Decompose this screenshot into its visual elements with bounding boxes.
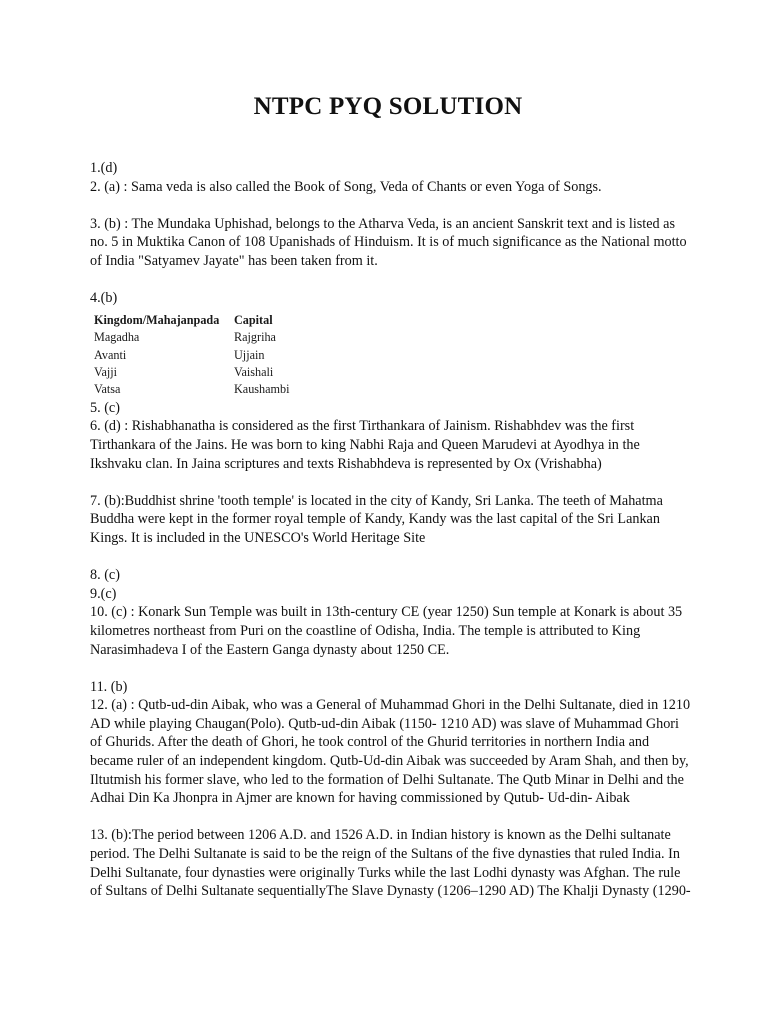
table-cell-kingdom: Avanti <box>94 347 127 362</box>
text-line: Narasimhadeva I of the Eastern Ganga dynasty about 1250 CE. <box>90 641 450 658</box>
table-row <box>94 347 676 364</box>
paragraph-gap <box>90 271 676 290</box>
text-line: Iltutmish his former slave, who led to the formation of Delhi Sultanate. The Qutb Minar in Delhi and the <box>90 771 684 788</box>
table-header-row <box>94 312 676 329</box>
text-line: of Ghurids. After the death of Ghori, he took control of the Ghurid territories in northern India and <box>90 734 650 751</box>
text-line: Delhi Sultanate, four dynasties were originally Turks while the last Lodhi dynasty was Afghan. The rule <box>90 864 681 881</box>
text-line: 8. (c) <box>90 567 120 584</box>
text-line: of Sultans of Delhi Sultanate sequentiallyThe Slave Dynasty (1206–1290 AD) The Khalji Dynasty (1290- <box>90 883 691 900</box>
text-line: no. 5 in Muktika Canon of 108 Upanishads of Hinduism. It is of much significance as the National motto <box>90 234 687 251</box>
table-cell-kingdom: Vajji <box>94 364 118 379</box>
text-block-answers <box>90 399 691 901</box>
text-line: Ikshvaku clan. In Jaina scriptures and texts Rishabhdeva is represented by Ox (Vrishabha) <box>90 455 602 472</box>
table-cell-kingdom: Magadha <box>94 330 140 345</box>
text-block-intro <box>90 159 687 308</box>
text-line: 2. (a) : Sama veda is also called the Book of Song, Veda of Chants or even Yoga of Songs. <box>90 178 602 195</box>
page-title: NTPC PYQ SOLUTION <box>253 93 523 120</box>
table-cell-capital: Kaushambi <box>234 382 290 397</box>
table-header-capital: Capital <box>234 312 273 327</box>
text-line: Kings. It is included in the UNESCO's World Heritage Site <box>90 529 426 546</box>
paragraph-gap <box>90 196 676 215</box>
paragraph-gap <box>90 659 676 678</box>
text-line: of India "Satyamev Jayate" has been taken from it. <box>90 252 378 269</box>
table-row <box>94 329 676 346</box>
paragraph-gap <box>90 808 676 827</box>
text-line: 13. (b):The period between 1206 A.D. and 1526 A.D. in Indian history is known as the Delhi sultanate <box>90 827 671 844</box>
table-cell-capital: Vaishali <box>234 364 274 379</box>
table-cell-kingdom: Vatsa <box>94 382 121 397</box>
table-row <box>94 364 676 381</box>
paragraph-gap <box>90 548 676 567</box>
text-line: 1.(d) <box>90 160 118 176</box>
table-header-kingdom: Kingdom/Mahajanpada <box>94 312 220 327</box>
text-line: 10. (c) : Konark Sun Temple was built in 13th-century CE (year 1250) Sun temple at Konark is about 35 <box>90 604 683 621</box>
text-line: 7. (b):Buddhist shrine 'tooth temple' is located in the city of Kandy, Sri Lanka. The teeth of Mahatma <box>90 492 663 509</box>
text-line: 5. (c) <box>90 399 120 416</box>
kingdom-capital-table <box>94 312 676 399</box>
text-line: 4.(b) <box>90 290 118 307</box>
paragraph-gap <box>90 473 676 492</box>
table-cell-capital: Rajgriha <box>234 330 276 345</box>
text-line: kilometres northeast from Puri on the coastline of Odisha, India. The temple is attributed to King <box>90 622 641 639</box>
text-line: Tirthankara of the Jains. He was born to king Nabhi Raja and Queen Marudevi at Ayodhya in the <box>90 436 640 453</box>
text-line: 9.(c) <box>90 585 117 602</box>
text-line: 3. (b) : The Mundaka Uphishad, belongs to the Atharva Veda, is an ancient Sanskrit text and is listed as <box>90 215 675 232</box>
text-line: 11. (b) <box>90 678 128 695</box>
text-line: period. The Delhi Sultanate is said to be the reign of the Sultans of the five dynasties that ruled India. In <box>90 846 680 863</box>
text-line: Adhai Din Ka Jhonpra in Ajmer are known for having commissioned by Qutub- Ud-din- Aibak <box>90 790 630 807</box>
text-line: became ruler of an independent kingdom. Qutb-Ud-din Aibak was succeeded by Aram Shah, and then by, <box>90 753 689 770</box>
text-line: 12. (a) : Qutb-ud-din Aibak, who was a General of Muhammad Ghori in the Delhi Sultanate, died in 1210 <box>90 697 691 714</box>
text-line: 6. (d) : Rishabhanatha is considered as the first Tirthankara of Jainism. Rishabhdev was the first <box>90 418 635 435</box>
text-line: Buddha were kept in the former royal temple of Kandy, Kandy was the last capital of the Sri Lankan <box>90 511 660 528</box>
table-row <box>94 381 676 398</box>
document-body <box>90 159 691 901</box>
table-cell-capital: Ujjain <box>234 347 265 362</box>
text-line: AD while playing Chaugan(Polo). Qutb-ud-din Aibak (1150- 1210 AD) was slave of Muhammad Ghori <box>90 715 679 732</box>
